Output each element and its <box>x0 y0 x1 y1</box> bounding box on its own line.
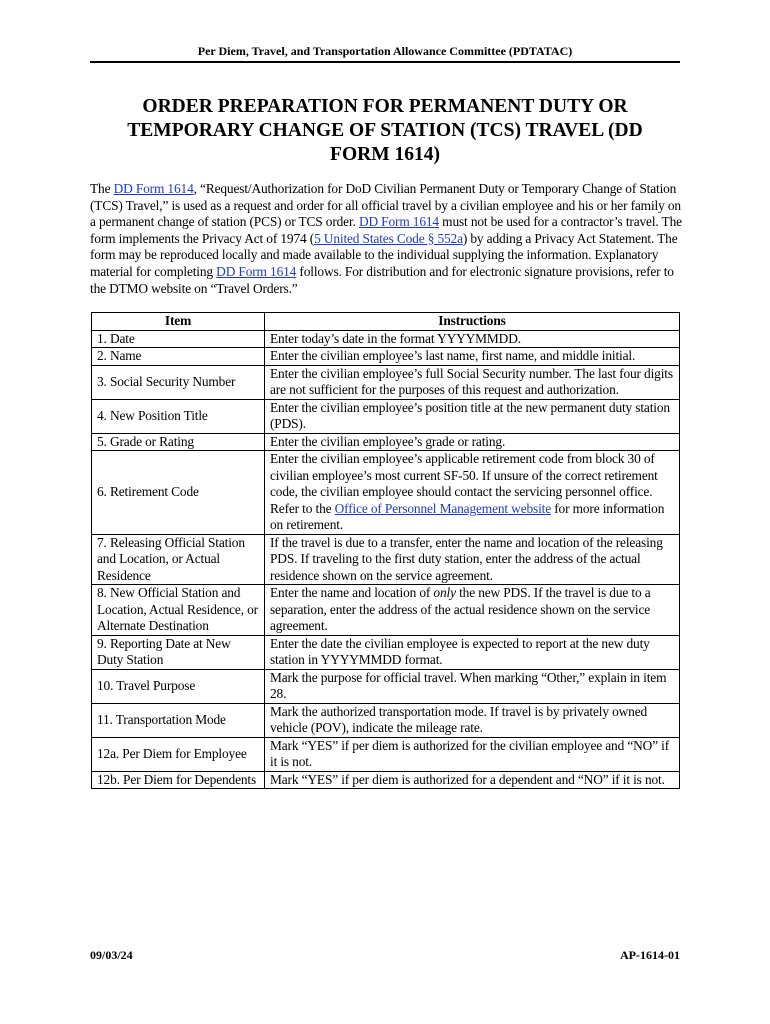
emphasis-text: only <box>433 585 456 600</box>
instruction-cell: Enter the date the civilian employee is expected to report at the new duty station in YYYYMMDD format. <box>265 635 680 669</box>
table-header-row <box>92 313 680 331</box>
table-row <box>92 534 680 585</box>
instruction-cell: Enter the civilian employee’s full Social Security number. The last four digits are not sufficient for the purposes of this request and authorization. <box>265 365 680 399</box>
item-cell: 11. Transportation Mode <box>92 703 265 737</box>
instruction-text: for more information on retirement. <box>270 500 665 532</box>
item-cell: 10. Travel Purpose <box>92 669 265 703</box>
column-header-item: Item <box>92 313 265 331</box>
table-row <box>92 737 680 771</box>
instruction-cell: Mark “YES” if per diem is authorized for the civilian employee and “NO” if it is not. <box>265 737 680 771</box>
table-row <box>92 365 680 399</box>
item-cell: 12a. Per Diem for Employee <box>92 737 265 771</box>
table-row <box>92 451 680 535</box>
table-row <box>92 585 680 636</box>
instruction-cell <box>265 585 680 636</box>
instruction-cell: Enter the civilian employee’s last name, first name, and middle initial. <box>265 348 680 366</box>
instruction-cell: Enter the civilian employee’s position title at the new permanent duty station (PDS). <box>265 399 680 433</box>
item-cell: 8. New Official Station and Location, Actual Residence, or Alternate Destination <box>92 585 265 636</box>
table-row <box>92 703 680 737</box>
table-row <box>92 771 680 789</box>
instructions-table <box>91 312 680 789</box>
running-header: Per Diem, Travel, and Transportation Allowance Committee (PDTATAC) <box>197 44 573 58</box>
item-cell: 7. Releasing Official Station and Location, or Actual Residence <box>92 534 265 585</box>
table-row <box>92 330 680 348</box>
opm-website-link[interactable]: Office of Personnel Management website <box>334 500 552 516</box>
dd-form-1614-link-3[interactable]: DD Form 1614 <box>216 263 297 279</box>
instruction-cell: Mark the authorized transportation mode. If travel is by privately owned vehicle (POV), indicate the mileage rate. <box>265 703 680 737</box>
title-line-1: ORDER PREPARATION FOR PERMANENT DUTY OR <box>142 96 628 117</box>
instruction-text: the new PDS. If the travel is due to a separation, enter the address of the actual residence shown on the service agreement. <box>270 585 651 633</box>
table-row <box>92 348 680 366</box>
intro-text-4: ) by adding a Privacy Act Statement. The form may be reproduced locally and made available to the individual supplying the information. Explanatory material for completing <box>90 230 678 279</box>
intro-text-3: must not be used for a contractor’s travel. The form implements the Privacy Act of 1974 ( <box>90 214 682 246</box>
intro-text-2: , “Request/Authorization for DoD Civilian Permanent Duty or Temporary Change of Station (TCS) Travel,” is used as a request and order for all official travel by a civilian employee and his or her family on a permanent change of station (PCS) or TCS order. <box>90 181 681 230</box>
title-line-2: TEMPORARY CHANGE OF STATION (TCS) TRAVEL (DD <box>127 120 643 141</box>
item-cell: 5. Grade or Rating <box>92 433 265 451</box>
table-row <box>92 433 680 451</box>
instruction-cell: Mark “YES” if per diem is authorized for a dependent and “NO” if it is not. <box>265 771 680 789</box>
dd-form-1614-link-2[interactable]: DD Form 1614 <box>358 214 439 230</box>
item-cell: 4. New Position Title <box>92 399 265 433</box>
item-cell: 12b. Per Diem for Dependents <box>92 771 265 789</box>
footer-date: 09/03/24 <box>90 948 133 962</box>
page-title <box>110 95 660 167</box>
instruction-cell <box>265 451 680 535</box>
dd-form-1614-link-1[interactable]: DD Form 1614 <box>113 181 194 196</box>
item-cell: 1. Date <box>92 330 265 348</box>
instruction-text: Enter the civilian employee’s applicable retirement code from block 30 of civilian employee’s most current SF-50. If unsure of the correct retirement code, the civilian employee should contact the servicing personnel office. Refer to the <box>270 451 658 516</box>
item-cell: 2. Name <box>92 348 265 366</box>
item-cell: 9. Reporting Date at New Duty Station <box>92 635 265 669</box>
column-header-instructions: Instructions <box>265 313 680 331</box>
instruction-cell: Mark the purpose for official travel. When marking “Other,” explain in item 28. <box>265 669 680 703</box>
intro-text-5: follows. For distribution and for electronic signature provisions, refer to the DTMO website on “Travel Orders.” <box>90 263 674 296</box>
table-row <box>92 399 680 433</box>
table-row <box>92 669 680 703</box>
item-cell: 3. Social Security Number <box>92 365 265 399</box>
instruction-cell: If the travel is due to a transfer, enter the name and location of the releasing PDS. If traveling to the first duty station, enter the address of the actual residence shown on the service agreement. <box>265 534 680 585</box>
intro-paragraph <box>90 181 682 297</box>
item-cell: 6. Retirement Code <box>92 451 265 535</box>
usc-552a-link[interactable]: 5 United States Code § 552a <box>314 230 463 246</box>
header-divider <box>90 61 680 63</box>
intro-text-1: The <box>90 181 114 196</box>
instruction-text: Enter the name and location of <box>270 585 434 600</box>
table-row <box>92 635 680 669</box>
instruction-cell: Enter the civilian employee’s grade or rating. <box>265 433 680 451</box>
title-line-3: FORM 1614) <box>330 144 440 165</box>
footer-document-code: AP-1614-01 <box>620 948 680 962</box>
instruction-cell: Enter today’s date in the format YYYYMMDD. <box>265 330 680 348</box>
